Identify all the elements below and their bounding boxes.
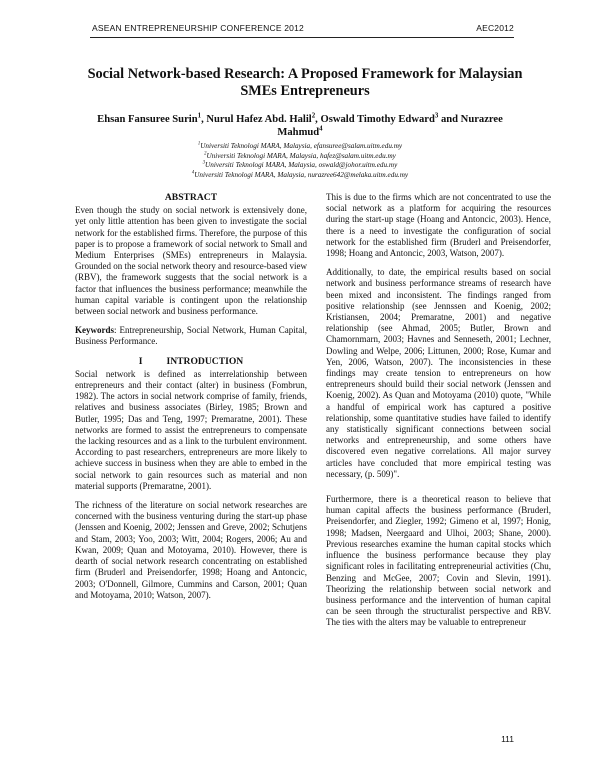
author-4: and Nurazree [438,114,503,125]
intro-paragraph-5: Furthermore, there is a theoretical reason to believe that human capital affects the business performance (Bruderl, Preisendorfer, and Ziegler, 1992; Gimeno et al, 1997; Honig, 1998; Madsen, Neergaard and Ulhoi, 2003; Shane, 2000). Previous researches examine the human capital stocks which influence the business performance because they play significant roles in facilitating entrepreneurial activities (Chu, Benzing and McGee, 2007; Covin and Slevin, 1991). Theorizing the relationship between social network and business performance and the intervention of human capital can be seen through the structuralist perspective and RBV. The ties with the alters may be valuable to entrepreneur [326,494,551,628]
running-header-right: AEC2012 [476,23,514,33]
author-1-sup: 1 [197,112,202,120]
header-rule [90,37,514,38]
author-3: , Oswald Timothy Edward [315,114,435,125]
author-3-sup: 3 [434,112,439,120]
affiliation-3 [80,161,520,171]
page-number: 111 [501,734,514,744]
affiliation-1-sup: 1 [197,141,201,147]
author-2: , Nurul Hafez Abd. Halil [201,114,312,125]
affiliation-2-sup: 2 [204,151,207,157]
keywords-label: Keywords [75,325,114,336]
affiliation-4-sup: 4 [191,170,195,176]
intro-paragraph-4: Additionally, to date, the empirical results based on social network and business performance streams of research have been mixed and inconsistent. The findings ranged from positive relationship (see Jennssen and Koenig, 2002; Kristiansen, 2004; Premaratne, 2001) and negative relationship (see Ahmad, 2005; Butler, Brown and Chamornmarn, 2003; Havnes and Senneseth, 2001; Lechner, Dowling and Welpe, 2006; Littunen, 2000; Rose, Kumar and Yen, 2006, Watson, 2007). The inconsistencies in these findings may create tension to entrepreneurs on how entrepreneurs should build their social network (Jenssen and Koenig, 2002). As Quan and Motoyama (2010) quote, "While a handful of empirical work has captured a positive relationship, some quantitative studies have failed to identify any statistically significant connections between social networks and entrepreneurship, and some others have discovered even negative correlations. All major survey articles have concluded that more empirical testing was necessary, (p. 509)". [326,267,551,479]
affiliation-3-sup: 3 [202,160,206,166]
author-list [60,113,540,139]
author-1: Ehsan Fansuree Surin [97,114,198,125]
paper-title [70,66,540,100]
author-4-surname: Mahmud [277,127,320,138]
intro-paragraph-3: This is due to the firms which are not concentrated to use the social network as a platform for acquiring the resources during the start-up stage (Hoang and Antoncic, 2003). Hence, there is a need to investigate the configuration of social network for the established firm (Bruderl and Preisendorfer, 1998; Hoang and Antoncic, 2003, Watson, 2007). [326,192,551,259]
abstract-body: Even though the study on social network is extensively done, yet only little attention has been given to investigate the social network for the established firms. Therefore, the purpose of this paper is to propose a framework of social network to Small and Medium Enterprises (SMEs) entrepreneurs in Malaysia. Grounded on the social network theory and resource-based view (RBV), the framework suggests that the social network is a factor that influences the business performance; meanwhile the human capital variable is contingent upon the relationship between social network and business performance. [75,205,307,317]
title-line-2: SMEs Entrepreneurs [240,83,370,99]
right-column [326,192,551,637]
author-2-sup: 2 [311,112,316,120]
title-line-1: Social Network-based Research: A Proposed Framework for Malaysian [87,66,523,82]
affiliations [80,142,520,180]
keywords [75,325,307,347]
left-column [75,192,307,609]
affiliation-1-text: Universiti Teknologi MARA, Malaysia, efansuree@salam.uitm.edu.my [200,142,403,150]
affiliation-4 [80,171,520,181]
running-header-left: ASEAN ENTREPRENEURSHIP CONFERENCE 2012 [92,23,304,33]
intro-paragraph-2: The richness of the literature on social network researches are concerned with the business venturing during the start-up phase (Jenssen and Koenig, 2002; Jenssen and Greve, 2002; Schutjens and Stam, 2003; Yoo, 2003; Witt, 2004; Rogers, 2006; Au and Kwan, 2009; Quan and Motoyama, 2010). However, there is dearth of social network research concentrating on established firm (Bruderl and Preisendorfer, 1998; Hoang and Antoncic, 2003; O'Donnell, Gilmore, Cummins and Carson, 2001; Quan and Motoyama, 2010; Watson, 2007). [75,500,307,600]
abstract-heading: ABSTRACT [164,192,218,203]
affiliation-1 [80,142,520,152]
author-4-sup: 4 [319,125,323,133]
intro-paragraph-1: Social network is defined as interrelationship between entrepreneurs and their contact (alter) in business (Fombrun, 1982). The actors in social network comprise of family, friends, relatives and business associates (Birley, 1985; Brown and Butler, 1995; Das and Teng, 1997; Premaratne, 2001). These networks are formed to assist the entrepreneurs to compensate the lacking resources and as a link to the turbulent environment. According to past researchers, entrepreneurs are more likely to achieve success in business when they are able to embed in the social network to gain resources such as material and non material supports (Premaratne, 2001). [75,368,307,491]
affiliation-4-text: Universiti Teknologi MARA, Malaysia, nurazree642@melaka.uitm.edu.my [194,170,409,179]
affiliation-2-text: Universiti Teknologi MARA, Malaysia, hafez@salam.uitm.edu.my [206,151,396,160]
keywords-text: : Entrepreneurship, Social Network, Human Capital, Business Performance. [75,325,307,347]
affiliation-3-text: Universiti Teknologi MARA, Malaysia, oswald@johor.uitm.edu.my [205,161,398,170]
introduction-heading: I INTRODUCTION [138,355,244,367]
affiliation-2 [80,152,520,162]
